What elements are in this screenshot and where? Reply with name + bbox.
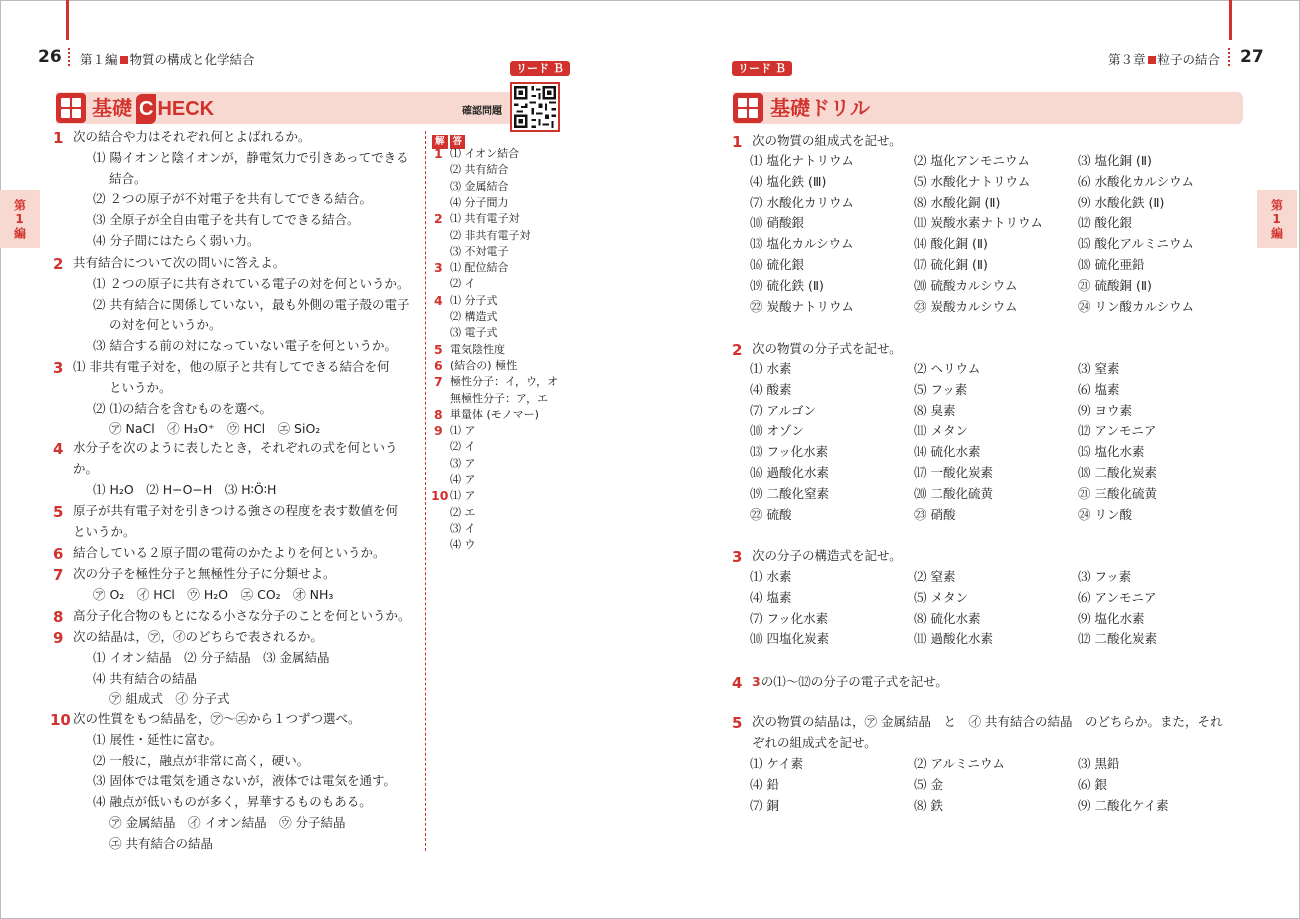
answer-text: ⑵ 構造式: [450, 310, 498, 323]
question-text: ⑶ 全原子が全自由電子を共有してできる結合。: [93, 212, 360, 228]
drill-item: ⑴ ケイ素: [750, 756, 804, 771]
drill-item: ㉓ 硝酸: [914, 506, 956, 522]
drill-item: ⑵ アルミニウム: [914, 756, 1005, 771]
question-text: 高分子化合物のもとになる小さな分子のことを何というか。: [73, 608, 411, 623]
drill-item: ⒃ 過酸化水素: [750, 465, 829, 480]
kiso-drill-title: 基礎ドリル: [770, 96, 870, 120]
drill-item: ⑻ 鉄: [914, 797, 943, 813]
question-text: ㋐ 金属結晶 ㋑ イオン結晶 ㋒ 分子結晶: [109, 815, 346, 830]
drill-item: ⒅ 硫化亜鉛: [1078, 257, 1145, 272]
answer-text: ⑶ イ: [450, 521, 476, 535]
answer-number: 2: [434, 211, 443, 227]
drill-number: 4: [732, 674, 743, 692]
answer-number: 1: [434, 146, 443, 161]
drill-item: ⑵ ヘリウム: [914, 361, 981, 376]
question-number: 2: [53, 255, 64, 273]
drill-prompt: 次の物質の分子式を記せ。: [752, 341, 902, 356]
drill-item: ⑼ 二酸化ケイ素: [1078, 797, 1169, 813]
drill-item: ⒀ フッ化水素: [750, 444, 829, 460]
answer-text: 無極性分子：ア，エ: [450, 391, 549, 405]
page-number-left: 26: [38, 47, 62, 67]
answer-divider: [425, 131, 426, 851]
answer-header: 解 答: [432, 129, 467, 143]
answer-text: ⑷ ア: [450, 473, 476, 486]
question-number: 5: [53, 503, 64, 521]
kiso-check-title: 基礎 C HECK: [92, 93, 214, 124]
question-text: ⑷ 共有結合の結晶: [93, 670, 197, 686]
question-text: ⑵ 一般に，融点が非常に高く，硬い。: [93, 752, 310, 768]
question-number: 9: [53, 629, 64, 647]
question-text: ⑴ 非共有電子対を，他の原子と共有してできる結合を何: [73, 359, 390, 374]
drill-item: ⒆ 硫化鉄 (Ⅱ): [750, 277, 824, 293]
drill-item: ⑺ 銅: [750, 797, 779, 813]
lead-badge-left: リード Ｂ: [510, 61, 570, 76]
answer-text: 電気陰性度: [450, 342, 505, 356]
question-text: ⑴ 展性・延性に富む。: [93, 731, 222, 747]
drill-item: ㉒ 炭酸ナトリウム: [750, 298, 854, 314]
answer-text: ⑷ 分子間力: [450, 195, 509, 209]
drill-item: ⒅ 二酸化炭素: [1078, 465, 1157, 480]
drill-item: ⑶ 黒鉛: [1078, 756, 1120, 771]
question-number: 6: [53, 545, 64, 563]
drill-prompt: ぞれの組成式を記せ。: [752, 735, 877, 750]
answer-text: ⑴ 分子式: [450, 293, 498, 307]
question-text: ㋐ O₂ ㋑ HCl ㋒ H₂O ㋓ CO₂ ㋔ NH₃: [93, 586, 334, 602]
drill-item: ⑼ ヨウ素: [1078, 402, 1132, 418]
page-number-right: 27: [1240, 47, 1264, 67]
drill-item: ⑴ 水素: [750, 569, 792, 584]
header-chapter: 第３章: [1108, 52, 1146, 67]
question-text: ⑴ ２つの原子に共有されている電子の対を何というか。: [93, 275, 410, 291]
drill-item: ⒃ 硫化銀: [750, 257, 804, 272]
drill-item: ⑹ 塩素: [1078, 381, 1120, 397]
side-tab-right: 第1編: [1257, 190, 1297, 248]
question-text: 次の分子を極性分子と無極性分子に分類せよ。: [73, 566, 336, 581]
drill-item: ⑷ 塩化鉄 (Ⅲ): [750, 173, 827, 189]
drill-item: ⑼ 塩化水素: [1078, 610, 1145, 626]
answer-text: ⑴ 配位結合: [450, 261, 509, 275]
question-text: か。: [73, 460, 99, 476]
drill-item: ⑾ 炭酸水素ナトリウム: [914, 215, 1043, 231]
question-number: 1: [53, 129, 64, 147]
header-separator-left: [68, 48, 70, 66]
drill-item: ⑹ アンモニア: [1078, 589, 1157, 605]
answer-text: ⑷ ウ: [450, 538, 476, 552]
question-text: ㋐ 組成式 ㋑ 分子式: [109, 691, 230, 707]
question-text: ⑴ 陽イオンと陰イオンが，静電気力で引きあってできる: [93, 149, 409, 165]
answer-number: 9: [434, 423, 443, 439]
drill-item: ⑿ 二酸化炭素: [1078, 631, 1157, 647]
answer-text: ⑶ ア: [450, 456, 476, 470]
answer-text: ⑵ 共有結合: [450, 163, 509, 177]
side-tab-left: 第1編: [0, 190, 40, 248]
answer-number: 6: [434, 357, 443, 373]
question-text: ㋐ NaCl ㋑ H₃O⁺ ㋒ HCl ㋓ SiO₂: [109, 421, 321, 437]
question-text: というか。: [73, 523, 136, 539]
answer-text: 単量体 (モノマー): [450, 407, 539, 421]
question-text: ㋓ 共有結合の結晶: [109, 835, 213, 851]
answer-number: 7: [434, 374, 443, 390]
drill-item: ⑽ 硝酸銀: [750, 215, 804, 231]
drill-item: ⒆ 二酸化窒素: [750, 485, 829, 501]
question-text: 次の性質をもつ結晶を，㋐～㋓から１つずつ選べ。: [73, 711, 361, 726]
confirm-label: 確認問題: [462, 106, 502, 117]
question-text: の対を何というか。: [109, 317, 222, 333]
drill-item: ⑼ 水酸化鉄 (Ⅱ): [1078, 194, 1165, 210]
drill-item: ⑸ 水酸化ナトリウム: [914, 173, 1031, 189]
drill-item: ⑻ 水酸化銅 (Ⅱ): [914, 194, 1001, 210]
drill-number: 1: [732, 133, 743, 151]
header-title: 粒子の結合: [1157, 52, 1221, 67]
answer-text: ⑵ イ: [450, 277, 476, 291]
answer-text: ⑴ ア: [450, 489, 476, 503]
drill-item: ⑺ 水酸化カリウム: [750, 194, 854, 210]
answer-text: ⑵ エ: [450, 505, 476, 519]
drill-item: ⑹ 銀: [1078, 776, 1107, 792]
header-square-icon: [1148, 56, 1156, 64]
drill-item: ⑷ 鉛: [750, 776, 779, 792]
question-text: 結合している２原子間の電荷のかたよりを何というか。: [73, 545, 386, 560]
answer-number: 3: [434, 260, 443, 276]
header-title: 物質の構成と化学結合: [129, 52, 255, 67]
question-text: ⑶ 固体では電気を通さないが，液体では電気を通す。: [93, 773, 396, 789]
answer-text: ⑶ 電子式: [450, 326, 498, 340]
question-text: ⑵ ２つの原子が不対電子を共有してできる結合。: [93, 191, 372, 207]
drill-item: ⑸ メタン: [914, 589, 968, 605]
drill-item: ⒄ 硫化銅 (Ⅱ): [914, 257, 988, 272]
question-text: ⑷ 分子間にはたらく弱い力。: [93, 233, 260, 248]
question-text: ⑷ 融点が低いものが多く，昇華するものもある。: [93, 794, 372, 810]
question-text: ⑶ 結合する前の対になっていない電子を何というか。: [93, 338, 397, 354]
answer-number: 5: [434, 341, 443, 357]
drill-item: ⑴ 塩化ナトリウム: [750, 153, 854, 168]
qr-code-icon[interactable]: [510, 82, 560, 132]
drill-item: ㉔ リン酸カルシウム: [1078, 298, 1195, 314]
drill-number: 2: [732, 341, 743, 359]
question-text: 共有結合について次の問いに答えよ。: [73, 255, 286, 270]
header-square-icon: [120, 56, 128, 64]
question-number: 7: [53, 566, 64, 584]
question-text: 結合。: [109, 170, 147, 186]
drill-item: ⑹ 水酸化カルシウム: [1078, 173, 1195, 189]
section-grid-icon: [733, 93, 763, 123]
question-text: 次の結合や力はそれぞれ何とよばれるか。: [73, 129, 311, 144]
question-text: 原子が共有電子対を引きつける強さの程度を表す数値を何: [73, 503, 399, 518]
drill-item: ⑾ メタン: [914, 423, 968, 439]
drill-item: ⑶ 窒素: [1078, 361, 1120, 376]
drill-item: ㉑ 硫酸銅 (Ⅱ): [1078, 277, 1152, 293]
drill-item: ⑿ 酸化銀: [1078, 215, 1132, 231]
drill-item: ⑴ 水素: [750, 361, 792, 376]
drill-item: ⑽ オゾン: [750, 423, 804, 439]
answer-number: 8: [434, 406, 443, 422]
answer-text: ⑶ 不対電子: [450, 244, 509, 258]
question-text: ⑵ ⑴の結合を含むものを選べ。: [93, 400, 272, 416]
top-red-rule-right: [1229, 0, 1232, 40]
answer-text: ⑵ イ: [450, 440, 476, 454]
drill-item: ⑻ 臭素: [914, 402, 956, 418]
drill-item: ⒄ 一酸化炭素: [914, 465, 993, 480]
drill-item: ⑻ 硫化水素: [914, 610, 981, 626]
question-text: というか。: [109, 379, 172, 395]
question-number: 4: [53, 440, 64, 458]
drill-item: ⒂ 塩化水素: [1078, 444, 1145, 460]
running-header-left: [80, 50, 255, 68]
drill-item: ⒀ 塩化カルシウム: [750, 236, 854, 252]
drill-item: ⑵ 窒素: [914, 569, 956, 584]
answer-text: (結合の) 極性: [450, 358, 518, 372]
drill-item: ⒇ 二酸化硫黄: [914, 485, 993, 501]
drill-prompt: 次の物質の結晶は，㋐ 金属結晶 と ㋑ 共有結合の結晶 のどちらか。また，それ: [752, 714, 1223, 729]
drill-item: ㉔ リン酸: [1078, 506, 1132, 522]
header-part: 第１編: [80, 52, 118, 67]
drill-item: ㉑ 三酸化硫黄: [1078, 485, 1157, 501]
question-reference: 3: [752, 674, 761, 689]
drill-item: ⒁ 酸化銅 (Ⅱ): [914, 236, 988, 252]
drill-item: ⑷ 塩素: [750, 589, 792, 605]
drill-item: ⑸ 金: [914, 776, 943, 792]
question-text: ⑵ 共有結合に関係していない，最も外側の電子殻の電子: [93, 296, 410, 312]
drill-item: ⒂ 酸化アルミニウム: [1078, 236, 1194, 252]
answer-text: ⑴ 共有電子対: [450, 212, 520, 226]
drill-item: ⑽ 四塩化炭素: [750, 631, 829, 647]
question-text: 次の結晶は，㋐，㋑のどちらで表されるか。: [73, 629, 323, 644]
drill-prompt: 次の分子の構造式を記せ。: [752, 548, 902, 563]
top-red-rule-left: [66, 0, 69, 40]
drill-item: ⑺ フッ化水素: [750, 610, 829, 626]
drill-item: ⑷ 酸素: [750, 381, 792, 397]
drill-item: ⑸ フッ素: [914, 381, 968, 397]
drill-item: ⑶ 塩化銅 (Ⅱ): [1078, 153, 1152, 168]
answer-text: ⑵ 非共有電子対: [450, 228, 531, 242]
drill-item: ⑾ 過酸化水素: [914, 631, 993, 647]
drill-prompt: [752, 674, 948, 690]
drill-item: ⒇ 硫酸カルシウム: [914, 277, 1018, 293]
drill-item: ⑿ アンモニア: [1078, 423, 1157, 439]
section-grid-icon: [56, 93, 86, 123]
header-separator-right: [1228, 48, 1230, 66]
drill-prompt-text: の⑴～⑿の分子の電子式を記せ。: [760, 674, 948, 689]
question-number: 3: [53, 359, 64, 377]
drill-item: ㉒ 硫酸: [750, 506, 792, 522]
drill-item: ⒁ 硫化水素: [914, 444, 981, 460]
answer-number: 10: [431, 488, 449, 504]
question-number: 8: [53, 608, 64, 626]
drill-item: ⑶ フッ素: [1078, 569, 1132, 584]
answer-text: 極性分子：イ，ウ，オ: [450, 375, 559, 389]
drill-number: 5: [732, 714, 743, 732]
question-text: ⑴ イオン結晶 ⑵ 分子結晶 ⑶ 金属結晶: [93, 649, 330, 665]
drill-item: ⑵ 塩化アンモニウム: [914, 153, 1030, 168]
lead-badge-right: リード Ｂ: [732, 61, 792, 76]
drill-number: 3: [732, 548, 743, 566]
running-header-right: [1108, 50, 1220, 68]
question-text: 水分子を次のように表したとき，それぞれの式を何という: [73, 440, 398, 455]
answer-text: ⑴ ア: [450, 424, 476, 438]
drill-item: ㉓ 炭酸カルシウム: [914, 298, 1018, 314]
question-text: ⑴ H₂O ⑵ H−O−H ⑶ H∶Ö∶H: [93, 481, 277, 497]
answer-text: ⑶ 金属結合: [450, 179, 509, 193]
question-number: 10: [50, 711, 71, 729]
answer-text: ⑴ イオン結合: [450, 147, 520, 160]
answer-number: 4: [434, 292, 443, 308]
drill-item: ⑺ アルゴン: [750, 402, 816, 418]
drill-prompt: 次の物質の組成式を記せ。: [752, 133, 902, 148]
